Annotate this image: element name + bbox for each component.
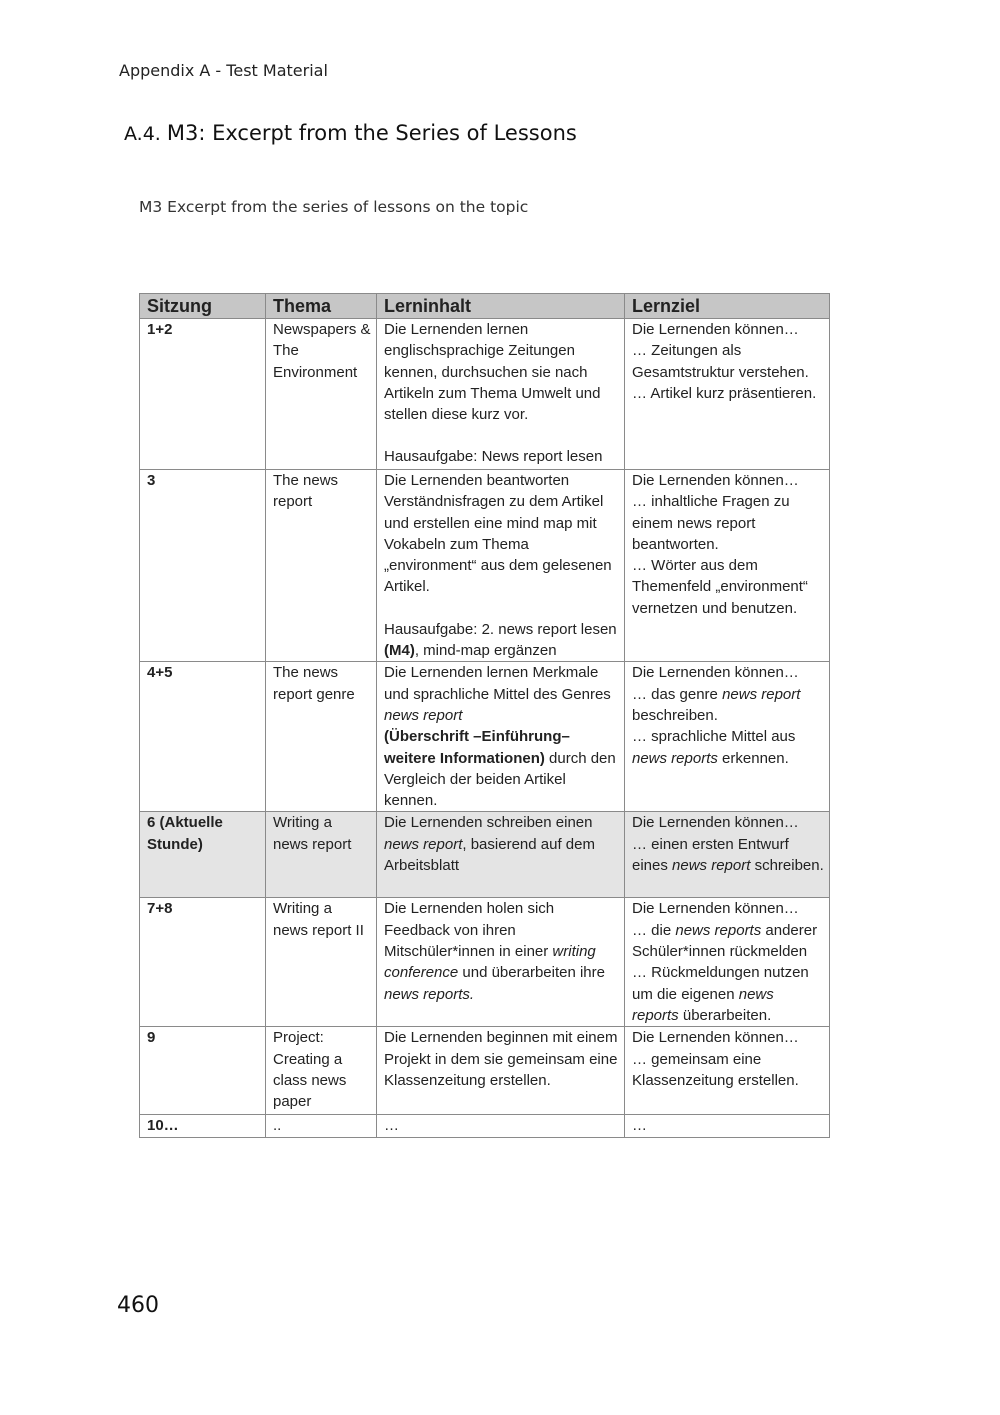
table-row (140, 1115, 830, 1137)
content-cell: Die Lernenden schreiben einen news report, basierend auf dem Arbeitsblatt (377, 812, 625, 898)
goal-line: Die Lernenden können… (632, 321, 799, 338)
goal-line: … das genre news report beschreiben. (632, 685, 801, 724)
page-number: 460 (117, 1293, 159, 1318)
goal-cell (625, 812, 830, 898)
session-cell: 9 (140, 1027, 266, 1115)
content-cell: Die Lernenden holen sich Feedback von ihren Mitschüler*innen in einer writing conference und überarbeiten ihre news reports. (377, 898, 625, 1027)
lesson-series-table (139, 293, 830, 1138)
goal-line: … sprachliche Mittel aus news reports erkennen. (632, 728, 796, 767)
session-cell: 10… (140, 1115, 266, 1137)
topic-cell: The news report (266, 470, 377, 662)
section-title-text: M3: Excerpt from the Series of Lessons (166, 121, 577, 145)
header-lernziel: Lernziel (625, 294, 830, 319)
goal-cell (625, 470, 830, 662)
section-title (124, 121, 577, 145)
goal-line: … gemeinsam eine Klassenzeitung erstellen. (632, 1050, 799, 1089)
goal-line: Die Lernenden können… (632, 814, 799, 832)
content-text: Die Lernenden beantworten Verständnisfragen zu dem Artikel und erstellen eine mind map mit Vokabeln zum Thema „environment“ aus dem gelesenen Artikel. (384, 472, 612, 596)
content-cell: … (377, 1115, 625, 1137)
table-row (140, 1027, 830, 1115)
session-cell: 3 (140, 470, 266, 662)
header-thema: Thema (266, 294, 377, 319)
header-sitzung: Sitzung (140, 294, 266, 319)
goal-line: … Zeitungen als Gesamtstruktur verstehen. (632, 342, 809, 381)
goal-cell (625, 319, 830, 470)
content-cell: Die Lernenden beginnen mit einem Projekt in dem sie gemeinsam eine Klassenzeitung erstellen. (377, 1027, 625, 1115)
goal-cell: … (625, 1115, 830, 1137)
goal-line: … Wörter aus dem Themenfeld „environment“ vernetzen und benutzen. (632, 557, 808, 617)
header-lerninhalt: Lerninhalt (377, 294, 625, 319)
homework-text: Hausaufgabe: News report lesen (384, 448, 603, 466)
goal-line: … inhaltliche Fragen zu einem news report beantworten. (632, 493, 790, 553)
content-cell: Die Lernenden lernen Merkmale und sprachliche Mittel des Genres news report (Überschrift –Einführung– weitere Informationen) durch den Vergleich der beiden Artikel kennen. (377, 662, 625, 812)
topic-cell: Project: Creating a class news paper (266, 1027, 377, 1115)
topic-cell: .. (266, 1115, 377, 1137)
topic-cell: Newspapers & The Environment (266, 319, 377, 470)
goal-line: … die news reports anderer Schüler*innen rückmelden (632, 921, 818, 961)
content-cell (377, 319, 625, 470)
goal-cell (625, 662, 830, 812)
topic-cell: Writing a news report (266, 812, 377, 898)
homework-text: Hausaufgabe: 2. news report lesen (M4), mind-map ergänzen (384, 620, 617, 660)
goal-cell (625, 898, 830, 1027)
session-cell: 7+8 (140, 898, 266, 1027)
table-row (140, 470, 830, 662)
goal-cell (625, 1027, 830, 1115)
table-row (140, 898, 830, 1027)
excerpt-caption: M3 Excerpt from the series of lessons on the topic (139, 198, 529, 216)
goal-line: Die Lernenden können… (632, 900, 799, 918)
session-cell: 4+5 (140, 662, 266, 812)
table-row (140, 662, 830, 812)
running-head: Appendix A - Test Material (119, 61, 328, 80)
session-cell: 6 (Aktuelle Stunde) (140, 812, 266, 898)
goal-line: Die Lernenden können… (632, 1029, 799, 1047)
topic-cell: Writing a news report II (266, 898, 377, 1027)
session-cell: 1+2 (140, 319, 266, 470)
goal-line: … Artikel kurz präsentieren. (632, 384, 817, 402)
table-header-row (140, 294, 830, 319)
content-text: Die Lernenden lernen englischsprachige Zeitungen kennen, durchsuchen sie nach Artikeln zum Thema Umwelt und stellen diese kurz vor. (384, 321, 601, 424)
section-number: A.4. (124, 123, 161, 145)
goal-line: Die Lernenden können… (632, 472, 799, 489)
table-row (140, 319, 830, 470)
goal-line: … Rückmeldungen nutzen um die eigenen news reports überarbeiten. (632, 964, 809, 1024)
topic-cell: The news report genre (266, 662, 377, 812)
goal-line: … einen ersten Entwurf eines news report schreiben. (632, 835, 824, 875)
table-row-current-lesson (140, 812, 830, 898)
goal-line: Die Lernenden können… (632, 664, 799, 682)
content-cell (377, 470, 625, 662)
